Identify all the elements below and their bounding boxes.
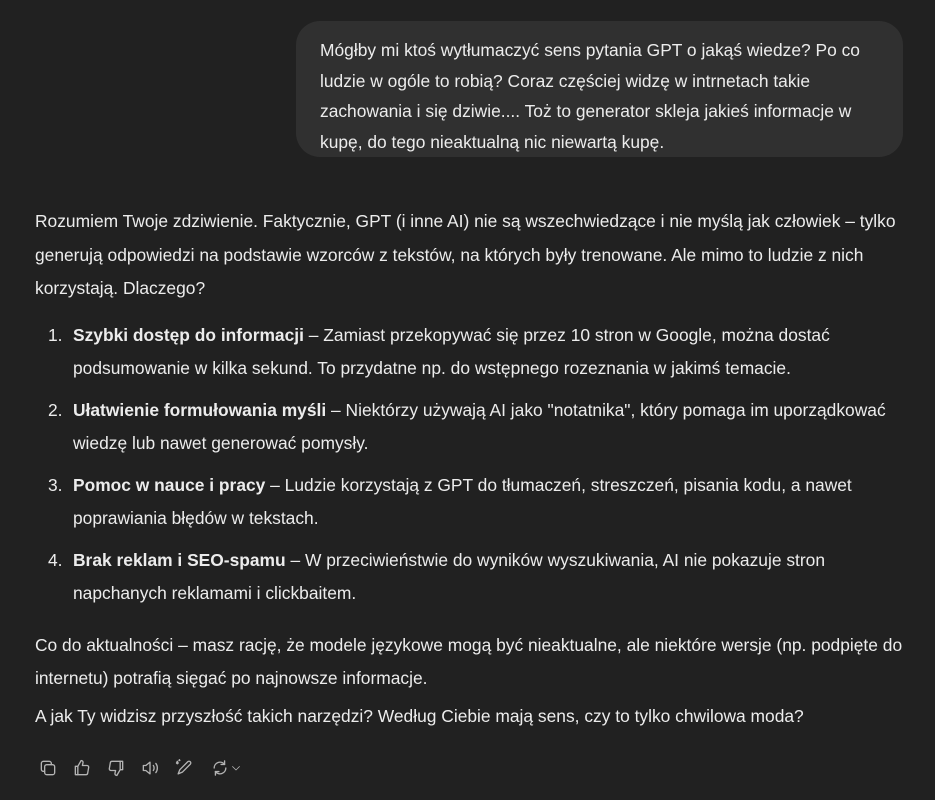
list-item: [35, 469, 915, 536]
thumbs-up-button[interactable]: [70, 756, 94, 780]
list-item-title: Brak reklam i SEO-spamu: [73, 549, 286, 570]
copy-icon: [38, 758, 58, 778]
edit-canvas-icon: [174, 758, 194, 778]
list-item-number: 3.: [48, 474, 63, 495]
list-item-number: 4.: [48, 549, 63, 570]
user-message-text: Mógłby mi ktoś wytłumaczyć sens pytania GPT o jakąś wiedze? Po co ludzie w ogóle to robią? Coraz częściej widzę w intrnetach takie zachowania i się dziwie.... Toż to generator skleja jakieś informacje w kupę, do tego nieaktualną nic niewartą kupę.: [320, 40, 860, 152]
edit-canvas-button[interactable]: [172, 756, 196, 780]
list-item-title: Pomoc w nauce i pracy: [73, 474, 266, 495]
read-aloud-icon: [140, 758, 160, 778]
list-item-title: Szybki dostęp do informacji: [73, 324, 304, 345]
reasons-list: [35, 319, 915, 611]
list-item-text: – Niektórzy używają AI jako "notatnika", który pomaga im uporządkować wiedzę lub nawet generować pomysły.: [73, 399, 886, 453]
chevron-down-icon: [230, 762, 242, 774]
list-item-number: 1.: [48, 324, 63, 345]
list-item-title: Ułatwienie formułowania myśli: [73, 399, 327, 420]
assistant-update-note: Co do aktualności – masz rację, że modele językowe mogą być nieaktualne, ale niektóre wersje (np. podpięte do internetu) potrafią sięgać po najnowsze informacje.: [35, 634, 903, 688]
user-message-bubble: [296, 21, 903, 157]
regenerate-button[interactable]: [206, 756, 246, 780]
message-actions: [36, 756, 246, 780]
list-item-text: – W przeciwieństwie do wyników wyszukiwania, AI nie pokazuje stron napchanych reklamami i clickbaitem.: [73, 549, 825, 603]
read-aloud-button[interactable]: [138, 756, 162, 780]
list-item: [35, 319, 915, 386]
list-item: [35, 394, 915, 461]
list-item: [35, 544, 915, 611]
regenerate-icon: [210, 758, 230, 778]
assistant-intro: Rozumiem Twoje zdziwienie. Faktycznie, GPT (i inne AI) nie są wszechwiedzące i nie myślą jak człowiek – tylko generują odpowiedzi na podstawie wzorców z tekstów, na których były trenowane. Ale mimo to ludzie z nich korzystają. Dlaczego?: [35, 211, 896, 298]
copy-button[interactable]: [36, 756, 60, 780]
assistant-message: [35, 205, 915, 733]
assistant-question: A jak Ty widzisz przyszłość takich narzędzi? Według Ciebie mają sens, czy to tylko chwilowa moda?: [35, 705, 804, 726]
thumbs-up-icon: [72, 758, 92, 778]
list-item-text: – Zamiast przekopywać się przez 10 stron w Google, można dostać podsumowanie w kilka sekund. To przydatne np. do wstępnego rozeznania w jakimś temacie.: [73, 324, 830, 378]
list-item-number: 2.: [48, 399, 63, 420]
thumbs-down-button[interactable]: [104, 756, 128, 780]
thumbs-down-icon: [106, 758, 126, 778]
list-item-text: – Ludzie korzystają z GPT do tłumaczeń, streszczeń, pisania kodu, a nawet poprawiania błędów w tekstach.: [73, 474, 852, 528]
